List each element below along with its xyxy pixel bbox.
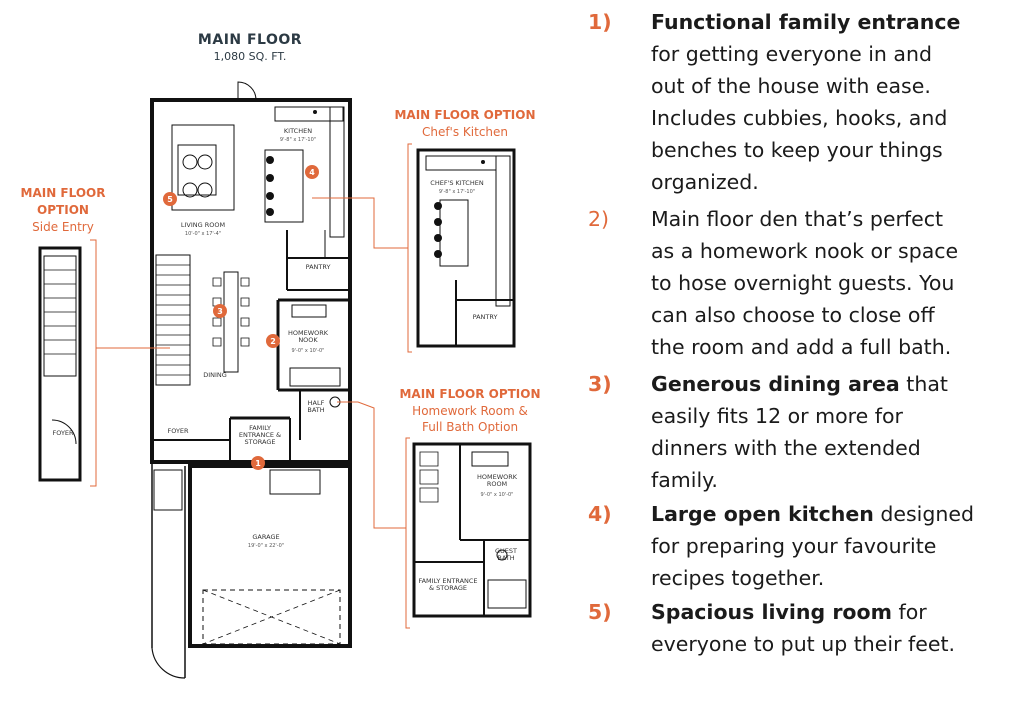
homework-room-label: HOMEWORK ROOM: [476, 473, 518, 489]
room-label-pantry: PANTRY: [305, 263, 331, 271]
feature-1-heading: Functional family entrance: [651, 10, 961, 34]
room-label-foyer: FOYER: [167, 427, 189, 435]
homework-option-title: MAIN FLOOR OPTION: [399, 387, 541, 401]
chefs-kitchen-label: CHEF'S KITCHEN: [430, 179, 484, 187]
side-entry-foyer-label: FOYER: [52, 429, 74, 437]
feature-1-number: 1): [588, 10, 612, 34]
badge-1: 1: [251, 456, 265, 470]
feature-2-line: the room and add a full bath.: [651, 335, 952, 359]
guest-bath-label: GUEST BATH: [495, 547, 517, 563]
side-entry-title-line1: MAIN FLOOR: [20, 186, 106, 200]
feature-1-line: benches to keep your things: [651, 138, 943, 162]
badge-3: 3: [213, 304, 227, 318]
room-label-living-room: LIVING ROOM: [180, 221, 226, 229]
side-entry-subtitle: Side Entry: [32, 220, 94, 234]
feature-1-line: for getting everyone in and: [651, 42, 932, 66]
feature-4: [588, 498, 988, 594]
homework-option-subtitle-line2: Full Bath Option: [421, 420, 519, 434]
chefs-kitchen-dim: 9'-8" x 17'-10": [438, 189, 476, 195]
badge-5: 5: [163, 192, 177, 206]
feature-2-line: as a homework nook or space: [651, 239, 959, 263]
feature-4-heading-rest: designed: [873, 502, 974, 526]
badge-2: 2: [266, 334, 280, 348]
room-label-garage: GARAGE: [252, 533, 280, 541]
feature-3: [588, 368, 988, 498]
feature-3-line: easily fits 12 or more for: [651, 404, 903, 428]
room-label-dining: DINING: [203, 371, 227, 379]
feature-2-line: can also choose to close off: [651, 303, 935, 327]
room-label-family-entrance: FAMILY ENTRANCE & STORAGE: [238, 424, 282, 447]
main-floor-area: 1,080 SQ. FT.: [213, 50, 287, 63]
feature-4-line: recipes together.: [651, 566, 825, 590]
chefs-kitchen-pantry-label: PANTRY: [472, 313, 498, 321]
feature-2: [588, 203, 988, 368]
room-label-homework-nook: HOMEWORK NOOK: [287, 329, 329, 345]
feature-2-line: Main floor den that’s perfect: [651, 207, 944, 231]
feature-5-number: 5): [588, 600, 612, 624]
feature-3-number: 3): [588, 372, 612, 396]
feature-1-line: out of the house with ease.: [651, 74, 931, 98]
feature-5-line: everyone to put up their feet.: [651, 632, 956, 656]
chefs-kitchen-option-title: MAIN FLOOR OPTION: [394, 108, 536, 122]
feature-5-heading-rest: for: [891, 600, 927, 624]
feature-1: [588, 6, 988, 194]
feature-3-heading: Generous dining area: [651, 372, 900, 396]
main-floor-title: MAIN FLOOR: [197, 32, 303, 48]
room-dim-garage: 19'-0" x 22'-0": [247, 543, 285, 549]
feature-3-line: dinners with the extended: [651, 436, 921, 460]
side-entry-title-line2: OPTION: [37, 203, 89, 217]
feature-4-line: for preparing your favourite: [651, 534, 937, 558]
room-dim-kitchen: 9'-8" x 17'-10": [279, 137, 317, 143]
feature-2-number: 2): [588, 207, 610, 231]
feature-3-line: family.: [651, 468, 718, 492]
feature-1-line: Includes cubbies, hooks, and: [651, 106, 948, 130]
homework-room-dim: 9'-0" x 10'-0": [480, 492, 514, 498]
feature-4-number: 4): [588, 502, 612, 526]
room-label-half-bath: HALF BATH: [307, 399, 325, 415]
feature-5-heading: Spacious living room: [651, 600, 892, 624]
feature-4-heading: Large open kitchen: [651, 502, 874, 526]
feature-3-heading-rest: that: [899, 372, 948, 396]
feature-2-line: to hose overnight guests. You: [651, 271, 955, 295]
badge-4: 4: [305, 165, 319, 179]
homework-option-subtitle-line1: Homework Room &: [412, 404, 528, 418]
room-label-kitchen: KITCHEN: [283, 127, 313, 135]
room-dim-living-room: 10'-0" x 17'-4": [184, 231, 222, 237]
room-dim-homework-nook: 9'-0" x 10'-0": [291, 348, 325, 354]
feature-1-line: organized.: [651, 170, 759, 194]
feature-5: [588, 596, 988, 666]
homework-option-family-entrance-label: FAMILY ENTRANCE & STORAGE: [418, 577, 478, 593]
chefs-kitchen-option-subtitle: Chef's Kitchen: [421, 125, 509, 139]
